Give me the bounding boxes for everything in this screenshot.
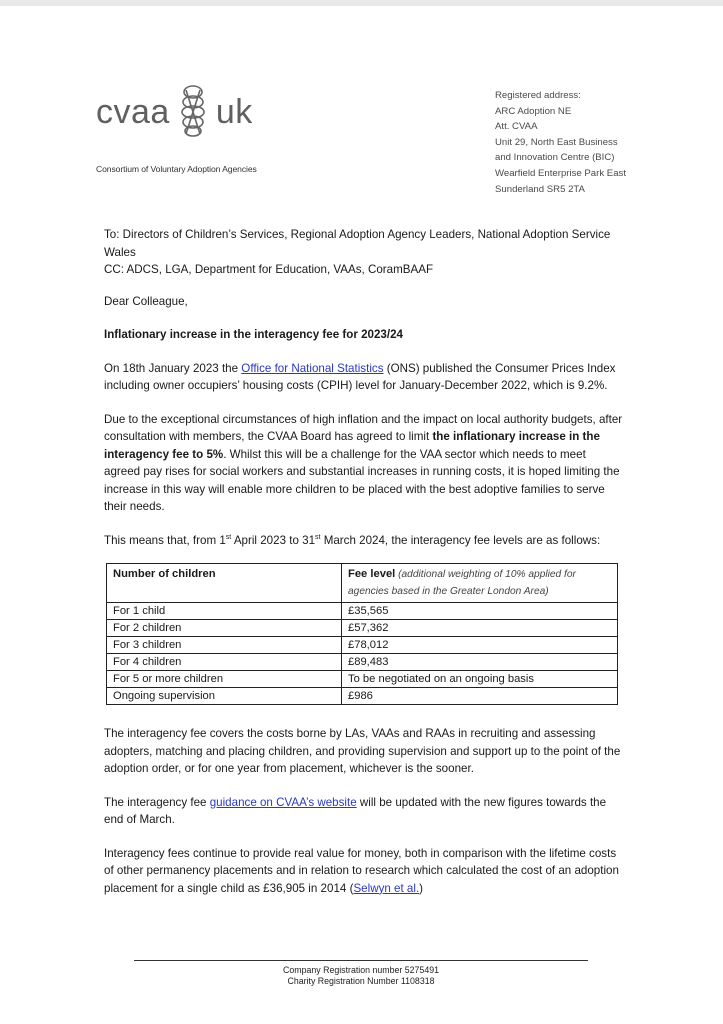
- cell-fee: £986: [342, 688, 618, 705]
- address-line: and Innovation Centre (BIC): [495, 152, 615, 164]
- cell-fee: £78,012: [342, 637, 618, 654]
- superscript: st: [315, 533, 321, 541]
- ons-link[interactable]: Office for National Statistics: [241, 361, 384, 375]
- address-line: Registered address:: [495, 90, 581, 101]
- cell-fee: £89,483: [342, 654, 618, 671]
- logo-word-uk: uk: [215, 93, 253, 131]
- address-line: Att. CVAA: [495, 121, 538, 133]
- footer: [134, 965, 588, 987]
- charity-registration: Charity Registration Number 1108318: [287, 976, 435, 986]
- text-run: March 2024, the interagency fee levels are as follows:: [320, 533, 601, 547]
- registered-address: [495, 88, 626, 197]
- address-line: Sunderland SR5 2TA: [495, 183, 585, 195]
- table-row: [107, 637, 618, 654]
- subject-line: [104, 326, 624, 344]
- bold-fee-limit: the inflationary increase in the interagency fee to 5%: [104, 430, 600, 461]
- subject-text: Inflationary increase in the interagency fee for 2023/24: [104, 328, 403, 341]
- text-run: The interagency fee: [104, 795, 210, 809]
- column-header-fee: [342, 564, 618, 603]
- recipients: [104, 226, 624, 279]
- paragraph-fee-coverage: The interagency fee covers the costs borne by LAs, VAAs and RAAs in recruiting and assessing adopters, matching and placing children, and providing supervision and support up to the point of the adoption order, or for one year from placement, whichever is the sooner.: [104, 727, 621, 775]
- paragraph-value: [104, 845, 624, 898]
- column-header-children: Number of children: [107, 564, 342, 603]
- greeting: Dear Colleague,: [104, 294, 188, 308]
- text-run: will be updated with the new figures towards the end of March.: [104, 795, 607, 826]
- letter-body: [104, 226, 624, 913]
- cell-children: For 2 children: [107, 620, 342, 637]
- address-line: Unit 29, North East Business: [495, 136, 618, 148]
- text-run: On 18th January 2023 the: [104, 361, 242, 375]
- linked-rings-logo-icon: [176, 82, 210, 143]
- cell-fee: £57,362: [342, 620, 618, 637]
- page-top-edge: [0, 0, 723, 6]
- cell-children: For 5 or more children: [107, 671, 342, 688]
- logo-tagline: Consortium of Voluntary Adoption Agencies: [96, 164, 257, 174]
- cc-line: CC: ADCS, LGA, Department for Education, VAAs, CoramBAAF: [104, 263, 434, 276]
- text-run: This means that, from 1: [104, 533, 226, 547]
- paragraph-dates: [104, 532, 624, 550]
- cell-fee: To be negotiated on an ongoing basis: [342, 671, 618, 688]
- table-row: [107, 603, 618, 620]
- selwyn-link[interactable]: Selwyn et al.: [353, 881, 420, 895]
- text-run: Interagency fees continue to provide real value for money, both in comparison with the lifetime costs of other permanency placements and in relation to research which calculated the cost of an adoption placement for a single child as £36,905 in 2014 (: [104, 846, 619, 895]
- paragraph-board-decision: [104, 411, 624, 516]
- cvaa-uk-logo: [96, 82, 253, 143]
- to-line: To: Directors of Children’s Services, Regional Adoption Agency Leaders, National Adoption Service Wales: [104, 228, 611, 259]
- table-row: [107, 688, 618, 705]
- paragraph-guidance: [104, 794, 624, 829]
- text-run: . Whilst this will be a challenge for the VAA sector which needs to meet agreed pay rises for social workers and substantial increases in running costs, it is hoped limiting the increase in this way will enable more children to be placed with the best adoptive families to serve their needs.: [104, 447, 620, 513]
- address-line: ARC Adoption NE: [495, 105, 572, 117]
- table-row: [107, 671, 618, 688]
- table-row: [107, 654, 618, 671]
- cell-fee: £35,565: [342, 603, 618, 620]
- fee-table: [106, 563, 618, 705]
- text-run: April 2023 to 31: [231, 533, 316, 547]
- cell-children: For 1 child: [107, 603, 342, 620]
- cell-children: For 4 children: [107, 654, 342, 671]
- cell-children: Ongoing supervision: [107, 688, 342, 705]
- text-run: (ONS) published the Consumer Prices Index including owner occupiers’ housing costs (CPIH) level for January-December 2022, which is 9.2%.: [104, 361, 616, 392]
- fee-header-note: (additional weighting of 10% applied for agencies based in the Greater London Area): [348, 569, 576, 597]
- text-run: Due to the exceptional circumstances of high inflation and the impact on local authority budgets, after consultation with members, the CVAA Board has agreed to limit: [104, 412, 623, 443]
- table-row: [107, 620, 618, 637]
- text-run: ): [419, 881, 424, 895]
- fee-header-label: Fee level: [348, 568, 396, 580]
- logo-word-cvaa: cvaa: [96, 93, 170, 131]
- guidance-link[interactable]: guidance on CVAA’s website: [209, 795, 357, 809]
- company-registration: Company Registration number 5275491: [283, 965, 439, 975]
- footer-divider: [134, 960, 588, 961]
- paragraph-ons: [104, 360, 624, 395]
- cell-children: For 3 children: [107, 637, 342, 654]
- address-line: Wearfield Enterprise Park East: [495, 167, 626, 179]
- superscript: st: [225, 533, 232, 541]
- table-header-row: [107, 564, 618, 603]
